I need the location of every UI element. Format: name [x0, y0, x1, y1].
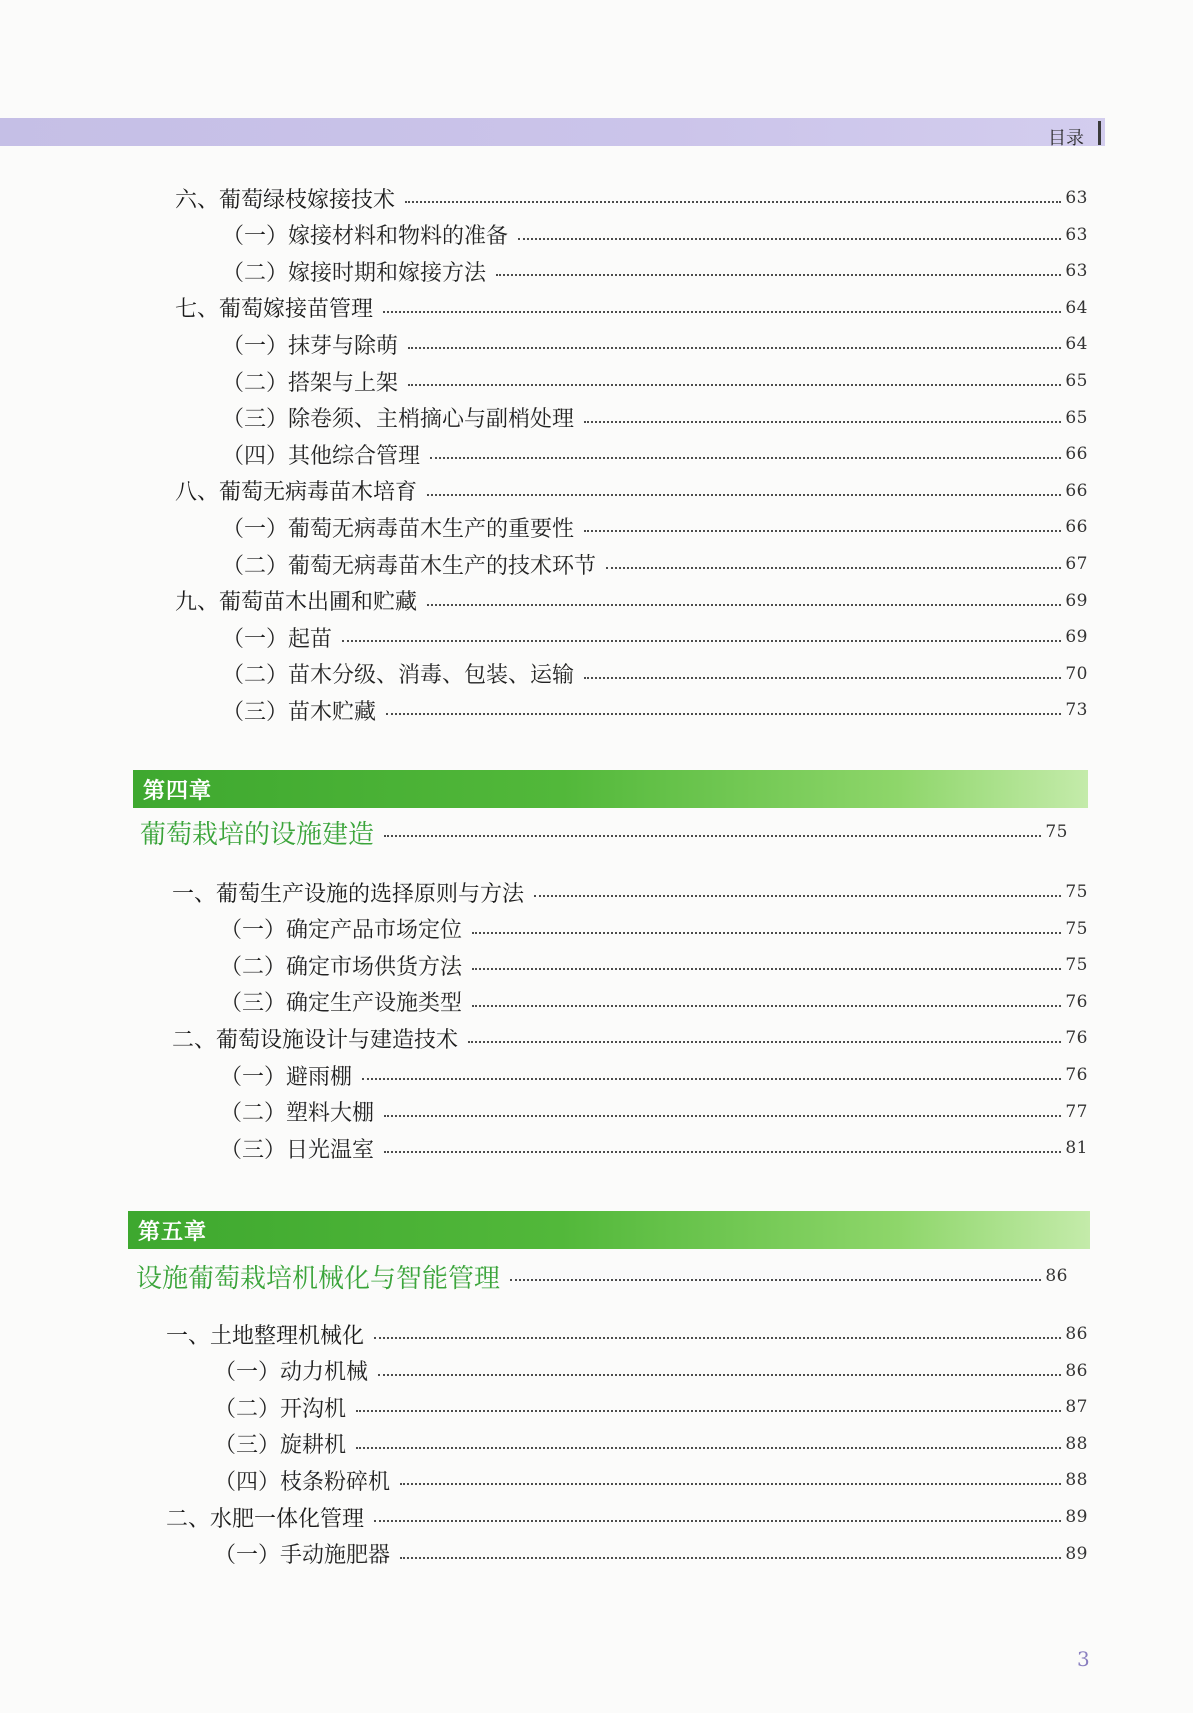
toc-entry[interactable]: [222, 328, 1088, 360]
toc-entry-title: （一）抹芽与除萌: [222, 333, 399, 359]
toc-entry[interactable]: [222, 621, 1088, 653]
page-number: 3: [1077, 1647, 1090, 1671]
toc-entry-page: 64: [1065, 297, 1088, 318]
toc-entry-title: （三）日光温室: [220, 1137, 375, 1163]
toc-entry[interactable]: [222, 658, 1088, 690]
leader-dots: [472, 932, 1061, 934]
leader-dots: [534, 895, 1061, 897]
toc-entry[interactable]: [166, 1318, 1088, 1350]
toc-entry[interactable]: [222, 219, 1088, 251]
toc-entry-page: 65: [1065, 371, 1088, 391]
chapter4-page: 75: [1045, 822, 1068, 842]
leader-dots: [427, 604, 1061, 606]
leader-dots: [584, 530, 1061, 532]
toc-entry-title: （二）苗木分级、消毒、包装、运输: [222, 663, 575, 689]
leader-dots: [408, 384, 1061, 386]
toc-entry-title: （三）除卷须、主梢摘心与副梢处理: [222, 407, 575, 433]
toc-entry-page: 67: [1065, 554, 1088, 574]
leader-dots: [472, 968, 1061, 970]
toc-entry[interactable]: [214, 1391, 1088, 1423]
leader-dots: [384, 1151, 1061, 1153]
toc-entry-title: （三）旋耕机: [214, 1433, 347, 1459]
toc-entry-title: （二）确定市场供货方法: [220, 954, 463, 980]
toc-entry[interactable]: [222, 548, 1088, 580]
leader-dots: [362, 1078, 1061, 1080]
leader-dots: [408, 347, 1061, 349]
toc-entry-page: 63: [1065, 261, 1088, 282]
toc-entry-page: 88: [1065, 1470, 1088, 1491]
toc-entry[interactable]: [214, 1464, 1088, 1496]
leader-dots: [384, 1115, 1061, 1117]
leader-dots: [356, 1410, 1061, 1412]
toc-entry-title: （三）苗木贮藏: [222, 699, 377, 725]
toc-entry[interactable]: [175, 475, 1088, 507]
toc-entry-page: 70: [1065, 663, 1088, 684]
leader-dots: [496, 274, 1061, 276]
leader-dots: [468, 1041, 1061, 1043]
leader-dots: [400, 1557, 1061, 1559]
running-header-label: 目录: [1048, 128, 1084, 149]
chapter4-band: [133, 770, 1088, 808]
toc-entry-page: 66: [1065, 517, 1088, 538]
toc-entry-page: 64: [1065, 334, 1088, 355]
toc-entry-title: 七、葡萄嫁接苗管理: [175, 297, 374, 323]
toc-entry[interactable]: [172, 876, 1088, 908]
toc-entry-page: 69: [1065, 590, 1088, 611]
leader-dots: [386, 713, 1061, 715]
toc-entry-page: 66: [1065, 480, 1088, 501]
toc-entry-page: 63: [1065, 224, 1088, 245]
toc-entry-page: 89: [1065, 1543, 1088, 1564]
leader-dots: [427, 494, 1061, 496]
toc-entry-title: （一）嫁接材料和物料的准备: [222, 224, 509, 250]
toc-entry-title: 二、葡萄设施设计与建造技术: [172, 1027, 459, 1053]
toc-entry[interactable]: [220, 986, 1088, 1018]
leader-dots: [384, 835, 1041, 837]
leader-dots: [584, 677, 1061, 679]
toc-entry-page: 77: [1065, 1101, 1088, 1122]
toc-entry-page: 81: [1065, 1138, 1088, 1159]
toc-entry[interactable]: [222, 255, 1088, 287]
leader-dots: [518, 238, 1061, 240]
toc-entry-title: 二、水肥一体化管理: [166, 1506, 365, 1532]
toc-entry[interactable]: [222, 511, 1088, 543]
toc-entry[interactable]: [166, 1501, 1088, 1533]
leader-dots: [400, 1483, 1061, 1485]
toc-entry[interactable]: [220, 1059, 1088, 1091]
leader-dots: [383, 311, 1061, 313]
toc-entry-page: 66: [1065, 444, 1088, 465]
toc-entry-title: （二）搭架与上架: [222, 370, 399, 396]
chapter4-label: 第四章: [143, 778, 213, 804]
chapter5-title: 设施葡萄栽培机械化与智能管理: [136, 1263, 501, 1294]
toc-entry-title: （一）葡萄无病毒苗木生产的重要性: [222, 516, 575, 542]
toc-entry-page: 73: [1065, 700, 1088, 721]
toc-entry-title: （四）枝条粉碎机: [214, 1469, 391, 1495]
chapter5-title-row[interactable]: [136, 1260, 1068, 1292]
toc-entry-page: 88: [1065, 1433, 1088, 1454]
toc-entry-title: 一、土地整理机械化: [166, 1323, 365, 1349]
leader-dots: [584, 421, 1061, 423]
toc-entry[interactable]: [222, 438, 1088, 470]
toc-entry[interactable]: [222, 694, 1088, 726]
chapter4-title: 葡萄栽培的设施建造: [140, 819, 375, 850]
toc-entry[interactable]: [220, 949, 1088, 981]
leader-dots: [374, 1520, 1061, 1522]
toc-entry-title: （一）起苗: [222, 626, 333, 652]
leader-dots: [356, 1447, 1061, 1449]
header-band: [0, 118, 1105, 146]
toc-entry-page: 76: [1065, 1028, 1088, 1049]
toc-entry-title: （一）动力机械: [214, 1360, 369, 1386]
toc-entry[interactable]: [175, 585, 1088, 617]
toc-entry-title: 一、葡萄生产设施的选择原则与方法: [172, 881, 525, 907]
toc-entry-title: 八、葡萄无病毒苗木培育: [175, 480, 418, 506]
toc-entry[interactable]: [214, 1428, 1088, 1460]
toc-entry-page: 89: [1065, 1507, 1088, 1527]
leader-dots: [405, 201, 1061, 203]
toc-entry-page: 75: [1065, 955, 1088, 976]
toc-entry-page: 69: [1065, 627, 1088, 648]
leader-dots: [378, 1374, 1061, 1376]
chapter5-page: 86: [1045, 1266, 1068, 1286]
toc-entry[interactable]: [220, 1132, 1088, 1164]
toc-entry[interactable]: [214, 1355, 1088, 1387]
toc-entry-page: 86: [1065, 1360, 1088, 1381]
leader-dots: [510, 1279, 1041, 1281]
toc-entry-title: （一）手动施肥器: [214, 1543, 391, 1569]
chapter5-label: 第五章: [138, 1219, 208, 1245]
toc-entry-title: （二）葡萄无病毒苗木生产的技术环节: [222, 553, 597, 579]
header-divider: [1098, 121, 1101, 145]
toc-entry-page: 76: [1065, 991, 1088, 1012]
toc-entry-page: 76: [1065, 1065, 1088, 1085]
toc-entry-title: （一）确定产品市场定位: [220, 918, 463, 944]
leader-dots: [374, 1337, 1061, 1339]
toc-entry-page: 86: [1065, 1324, 1088, 1344]
chapter4-title-row[interactable]: [140, 816, 1068, 848]
toc-entry-page: 63: [1065, 188, 1088, 208]
toc-entry-title: 九、葡萄苗木出圃和贮藏: [175, 590, 418, 616]
toc-entry-title: 六、葡萄绿枝嫁接技术: [175, 187, 396, 213]
toc-entry[interactable]: [220, 913, 1088, 945]
toc-entry[interactable]: [175, 182, 1088, 214]
leader-dots: [606, 567, 1061, 569]
toc-entry-title: （三）确定生产设施类型: [220, 991, 463, 1017]
leader-dots: [430, 457, 1061, 459]
chapter5-band: [128, 1211, 1090, 1249]
toc-entry[interactable]: [172, 1022, 1088, 1054]
toc-entry-title: （一）避雨棚: [220, 1064, 353, 1090]
toc-entry-title: （二）塑料大棚: [220, 1101, 375, 1127]
leader-dots: [472, 1005, 1061, 1007]
toc-entry[interactable]: [220, 1096, 1088, 1128]
toc-entry-title: （四）其他综合管理: [222, 443, 421, 469]
toc-entry-page: 75: [1065, 918, 1088, 939]
toc-entry-page: 87: [1065, 1397, 1088, 1418]
leader-dots: [342, 640, 1061, 642]
toc-entry-page: 75: [1065, 882, 1088, 902]
toc-entry[interactable]: [214, 1538, 1088, 1570]
toc-entry-title: （二）开沟机: [214, 1396, 347, 1422]
toc-entry[interactable]: [222, 402, 1088, 434]
toc-entry[interactable]: [222, 365, 1088, 397]
toc-entry[interactable]: [175, 292, 1088, 324]
toc-entry-page: 65: [1065, 407, 1088, 428]
toc-entry-title: （二）嫁接时期和嫁接方法: [222, 260, 487, 286]
